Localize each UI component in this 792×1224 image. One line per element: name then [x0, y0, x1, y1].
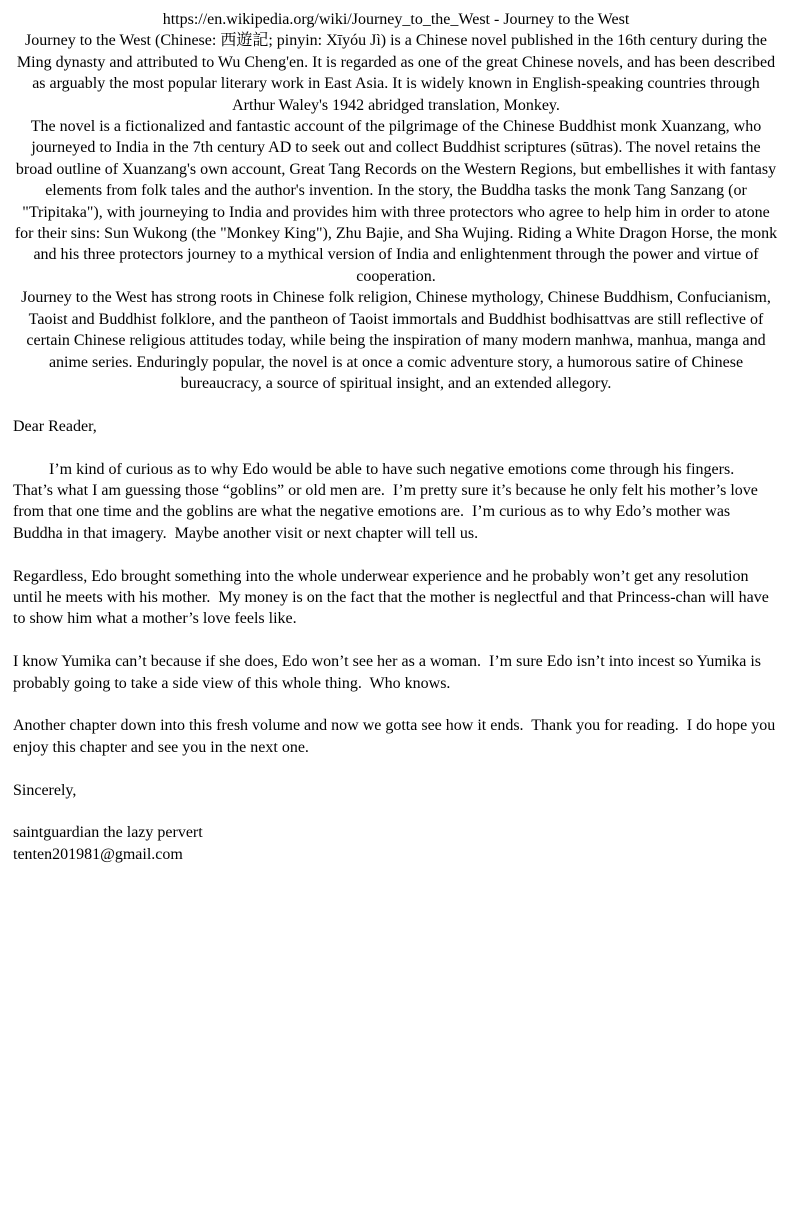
letter-salutation: Dear Reader, [13, 417, 97, 435]
letter-paragraph: I know Yumika can’t because if she does, Edo won’t see her as a woman. I’m sure Edo isn’t into incest so Yumika is probably going to take a side view of this whole thing. Who knows. [13, 653, 765, 692]
signature-email: tenten201981@gmail.com [13, 845, 183, 863]
source-url-line: https://en.wikipedia.org/wiki/Journey_to_the_West - Journey to the West [162, 11, 630, 28]
letter-closing: Sincerely, [13, 781, 77, 799]
wiki-paragraph: Journey to the West has strong roots in Chinese folk religion, Chinese mythology, Chinese Buddhism, Confucianism, Taoist and Buddhist folklore, and the pantheon of Taoist immortals and Buddhist bodhisattvas are still reflective of certain Chinese religious attitudes today, while being the inspiration of many modern manhwa, manhua, manga and anime series. Enduringly popular, the novel is at once a comic adventure story, a humorous satire of Chinese bureaucracy, a source of spiritual insight, and an extended allegory. [21, 289, 775, 392]
signature-name: saintguardian the lazy pervert [13, 824, 203, 842]
letter-paragraph: Regardless, Edo brought something into the whole underwear experience and he probably won’t get any resolution until he meets with his mother. My money is on the fact that the mother is neglectful and that Princess-chan will have to show him what a mother’s love feels like. [13, 567, 773, 628]
signature-block [13, 822, 779, 865]
letter-paragraph: Another chapter down into this fresh volume and now we gotta see how it ends. Thank you for reading. I do hope you enjoy this chapter and see you in the next one. [13, 717, 780, 756]
letter-paragraph: I’m kind of curious as to why Edo would be able to have such negative emotions come through his fingers. That’s what I am guessing those “goblins” or old men are. I’m pretty sure it’s because he only felt his mother’s love from that one time and the goblins are what the negative emotions are. I’m curious as to why Edo’s mother was Buddha in that imagery. Maybe another visit or next chapter will tell us. [13, 460, 762, 542]
wiki-paragraph: Journey to the West (Chinese: 西遊記; pinyin: Xīyóu Jì) is a Chinese novel published in the 16th century during the Ming dynasty and attributed to Wu Cheng'en. It is regarded as one of the great Chinese novels, and has been described as arguably the most popular literary work in East Asia. It is widely known in English-speaking countries through Arthur Waley's 1942 abridged translation, Monkey. [16, 32, 780, 114]
wiki-paragraph: The novel is a fictionalized and fantastic account of the pilgrimage of the Chinese Buddhist monk Xuanzang, who journeyed to India in the 7th century AD to seek out and collect Buddhist scriptures (sūtras). The novel retains the broad outline of Xuanzang's own account, Great Tang Records on the Western Regions, but embellishes it with fantasy elements from folk tales and the author's invention. In the story, the Buddha tasks the monk Tang Sanzang (or "Tripitaka"), with journeying to India and provides him with three protectors who agree to help him in order to atone for their sins: Sun Wukong (the "Monkey King"), Zhu Bajie, and Sha Wujing. Riding a White Dragon Horse, the monk and his three protectors journey to a mythical version of India and enlightenment through the power and virtue of cooperation. [14, 118, 782, 285]
wiki-summary-block [13, 9, 782, 394]
letter-block [13, 416, 779, 865]
